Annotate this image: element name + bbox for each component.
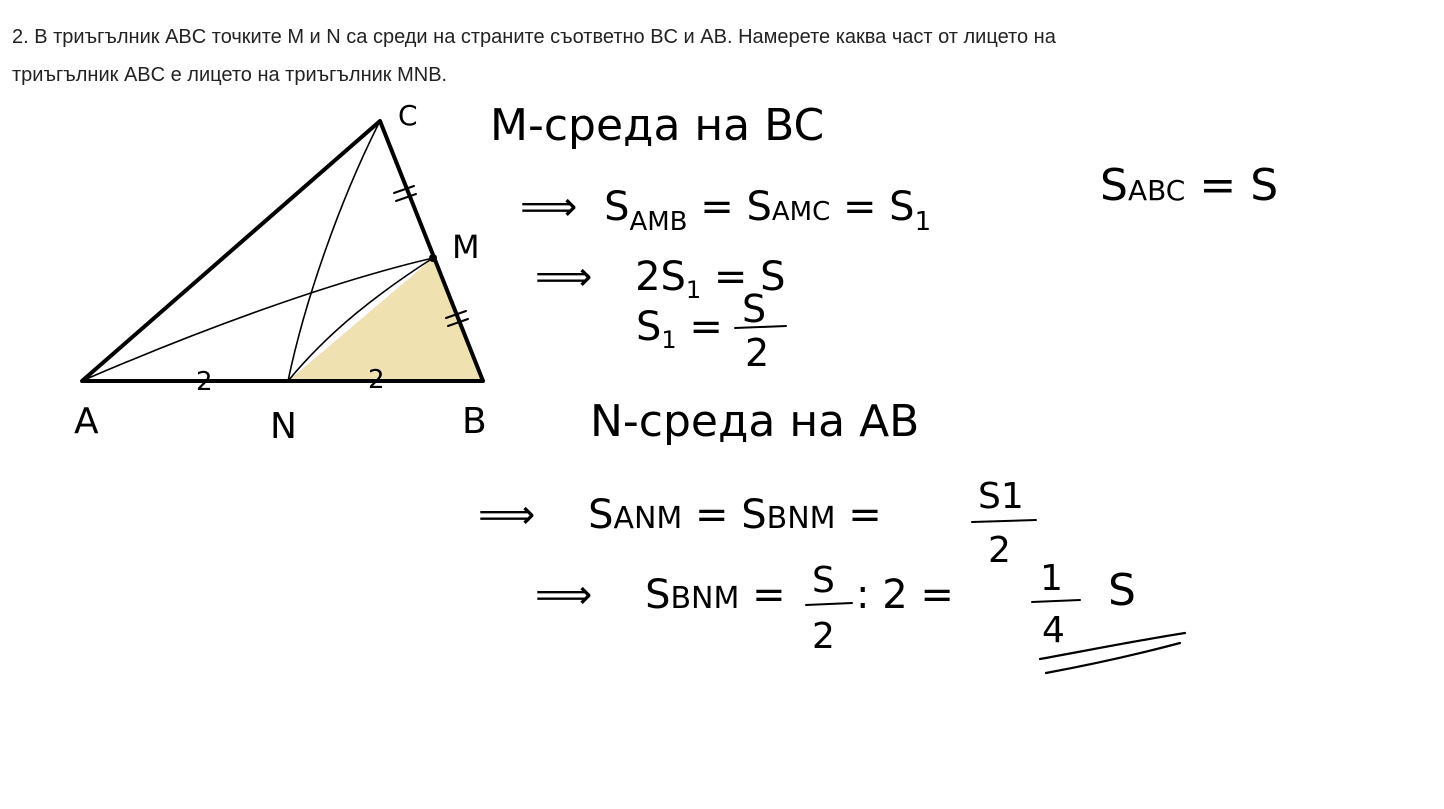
arrow-4: ⟹ [535,572,593,618]
svg-text:⟹ SBNM = [535,572,786,618]
vertex-c-label: C [398,99,418,132]
point-m-dot [429,254,437,262]
s1-lhs-sub: 1 [661,326,677,354]
sub-bnm: BNM [766,501,836,536]
solution-line-5: N-среда на AB [590,396,920,447]
sub-amc: AMC [771,197,831,227]
problem-line-1: 2. В триъгълник ABC точките M и N са среди на страните съответно BC и AB. Намерете каква част от лицето на [12,26,1056,48]
frac-4-den: 4 [1042,610,1065,651]
solution-line-7 [535,558,1136,657]
frac-s1-num: S1 [978,476,1024,517]
solution-line-6 [478,476,1036,571]
svg-text:S1 = [636,304,723,354]
frac-num: S [742,287,767,331]
svg-text:⟹ SANM = SBNM = [478,492,882,538]
eq-s1: = S [830,184,915,230]
frac-1-num: 1 [1040,558,1063,599]
frac-den: 2 [745,331,770,375]
point-m-label: M [452,228,480,266]
solution-line-1: M-среда на BC [490,100,825,151]
s1-lhs: S [636,304,662,350]
solution-line-2 [520,184,931,237]
sub-1: 1 [914,207,932,237]
frac-s1-den: 2 [988,530,1011,571]
final-s: S [1108,565,1136,616]
s-amb: S [604,184,630,230]
two-s-sub: 1 [685,276,702,304]
side-note [1100,160,1278,211]
frac-s-den: 2 [812,616,835,657]
eq-final: = [739,572,786,618]
segment-nb-label: 2 [368,365,385,395]
sub-anm: ANM [613,501,683,536]
point-n-label: N [270,406,297,447]
segment-an-label: 2 [196,367,213,397]
side-sub: ABC [1127,174,1186,207]
problem-line-2: триъгълник ABC е лицето на триъгълник MNB. [12,64,448,86]
arrow-2: ⟹ [535,254,593,300]
two-s: 2S [635,254,686,300]
div-two: : 2 = [856,572,954,618]
arrow-1: ⟹ [520,184,578,230]
vertex-b-label: B [462,401,487,442]
side-s: S [1100,160,1128,211]
solution [478,100,1278,657]
s-bnm2: S [645,572,671,618]
sub-bnm2: BNM [670,581,740,616]
eq-bnm: = S [682,492,767,538]
two-s-rest: = S [701,254,786,300]
eq-amc: = S [687,184,772,230]
frac-s-num: S [812,560,835,601]
solution-line-4 [636,287,786,375]
s-anm: S [588,492,614,538]
eq-frac: = [835,492,882,538]
sub-amb: AMB [629,207,688,237]
s1-eq: = [676,304,723,350]
arrow-3: ⟹ [478,492,536,538]
side-rest: = S [1185,160,1279,211]
triangle-figure [74,99,1185,673]
vertex-a-label: A [74,401,99,442]
